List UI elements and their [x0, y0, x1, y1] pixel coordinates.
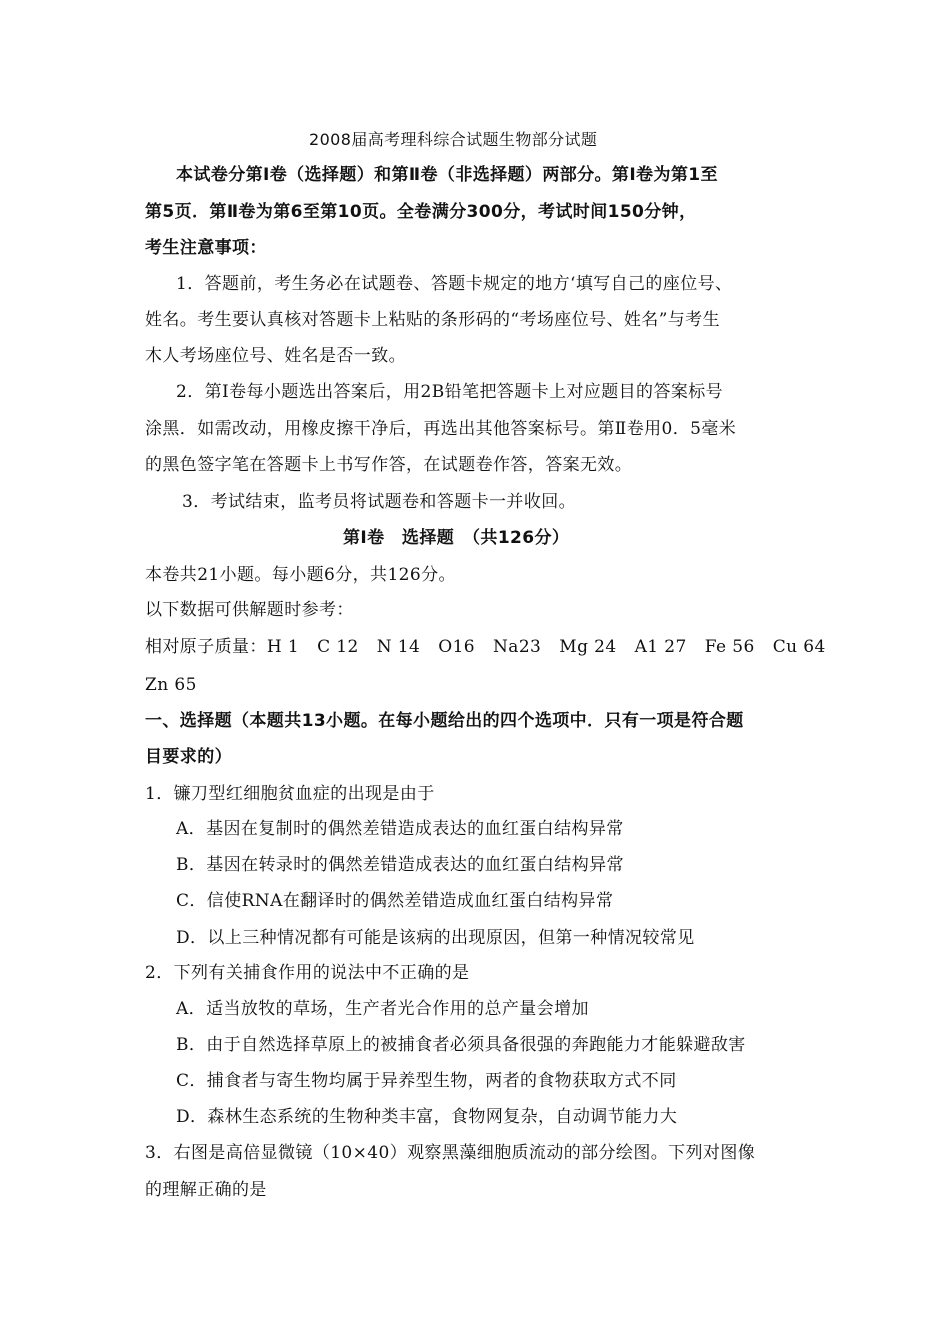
- part-heading: 目要求的）: [145, 747, 232, 767]
- question-option: D．以上三种情况都有可能是该病的出现原因，但第一种情况较常见: [176, 928, 695, 948]
- atomic-mass-value: N 14: [376, 637, 421, 657]
- atomic-mass-value: A1 27: [634, 637, 687, 657]
- atomic-mass-value: O16: [438, 637, 476, 657]
- atomic-mass-line: [145, 635, 826, 659]
- atomic-mass-value: Mg 24: [559, 637, 617, 657]
- page-title: 2008届高考理科综合试题生物部分试题: [309, 130, 598, 149]
- question-option: A．基因在复制时的偶然差错造成表达的血红蛋白结构异常: [176, 819, 624, 839]
- section-info: 本卷共21小题。每小题6分，共126分。: [145, 565, 456, 585]
- section-heading: 第Ⅰ卷 选择题 （共126分）: [343, 528, 570, 548]
- note-line: 涂黑．如需改动，用橡皮擦干净后，再选出其他答案标号。第Ⅱ卷用0．5毫米: [145, 419, 737, 439]
- note-line: 姓名。考生要认真核对答题卡上粘贴的条形码的“考场座位号、姓名”与考生: [145, 310, 720, 330]
- intro-line-1: 本试卷分第Ⅰ卷（选择题）和第Ⅱ卷（非选择题）两部分。第Ⅰ卷为第1至: [176, 165, 718, 185]
- question-option: C．信使RNA在翻译时的偶然差错造成血红蛋白结构异常: [176, 891, 614, 911]
- note-line: 的黑色签字笔在答题卡上书写作答，在试题卷作答，答案无效。: [145, 455, 633, 475]
- note-line: 1．答题前，考生务必在试题卷、答题卡规定的地方‘填写自己的座位号、: [176, 274, 733, 294]
- question-stem: 3．右图是高倍显微镜（10×40）观察黑藻细胞质流动的部分绘图。下列对图像: [145, 1143, 756, 1163]
- part-heading: 一、选择题（本题共13小题。在每小题给出的四个选项中．只有一项是符合题: [145, 711, 744, 731]
- intro-line-3: 考生注意事项：: [145, 238, 267, 258]
- question-option: D．森林生态系统的生物种类丰富，食物网复杂，自动调节能力大: [176, 1107, 678, 1127]
- intro-line-2: 第5页．第Ⅱ卷为第6至第10页。全卷满分300分，考试时间150分钟，: [145, 202, 697, 222]
- atomic-mass-value: C 12: [317, 637, 359, 657]
- atomic-mass-label: 相对原子质量：: [145, 637, 267, 657]
- atomic-mass-value: H 1: [266, 637, 300, 657]
- atomic-mass-value: Zn 65: [145, 675, 197, 695]
- note-line: 木人考场座位号、姓名是否一致。: [145, 346, 406, 366]
- atomic-mass-value: Cu 64: [772, 637, 826, 657]
- atomic-mass-value: Na23: [493, 637, 542, 657]
- section-info: 以下数据可供解题时参考：: [145, 600, 354, 620]
- question-option: B．基因在转录时的偶然差错造成表达的血红蛋白结构异常: [176, 855, 624, 875]
- question-stem: 2．下列有关捕食作用的说法中不正确的是: [145, 963, 470, 983]
- note-line: 3．考试结束，监考员将试题卷和答题卡一并收回。: [182, 492, 577, 512]
- atomic-mass-value: Fe 56: [704, 637, 755, 657]
- question-option: A．适当放牧的草场，生产者光合作用的总产量会增加: [176, 999, 589, 1019]
- question-stem: 1．镰刀型红细胞贫血症的出现是由于: [145, 784, 435, 804]
- note-line: 2．第Ⅰ卷每小题选出答案后，用2B铅笔把答题卡上对应题目的答案标号: [176, 382, 724, 402]
- question-stem: 的理解正确的是: [145, 1180, 267, 1200]
- question-option: C．捕食者与寄生物均属于异养型生物，两者的食物获取方式不同: [176, 1071, 677, 1091]
- question-option: B．由于自然选择草原上的被捕食者必须具备很强的奔跑能力才能躲避敌害: [176, 1035, 746, 1055]
